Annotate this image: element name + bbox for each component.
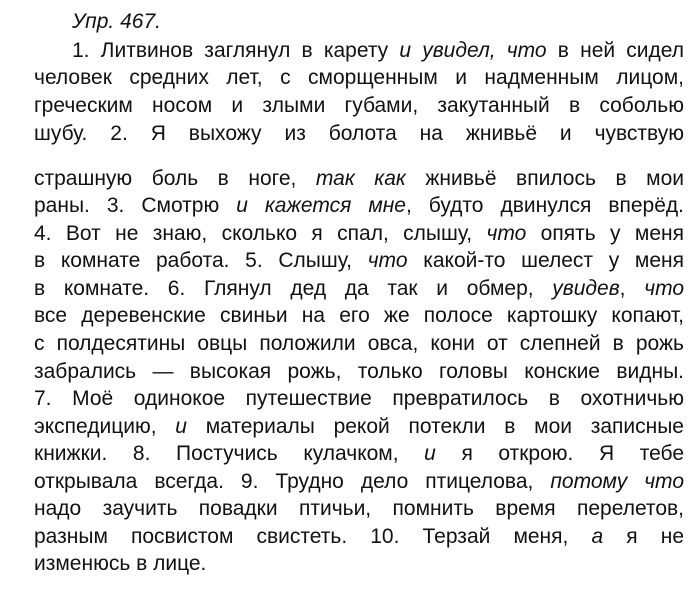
- text-line: [34, 330, 684, 358]
- text-segment: материалы рекой потекли в мои записные: [186, 415, 684, 438]
- text-segment: все деревенские свиньи на его же полосе картошку копают,: [34, 304, 684, 327]
- text-segment: греческим носом и злыми губами, закутанный в соболью: [34, 94, 684, 117]
- text-line: [34, 440, 684, 468]
- italic-text-segment: что: [644, 277, 685, 300]
- italic-text-segment: потому что: [550, 470, 684, 493]
- text-line: [34, 220, 684, 248]
- text-line: [34, 64, 684, 92]
- italic-text-segment: а: [591, 525, 604, 548]
- text-segment: в комнате. 6. Глянул дед да так и обмер,: [34, 277, 553, 300]
- text-segment: я открою. Я тебе: [435, 442, 685, 465]
- text-segment: изменюсь в лице.: [34, 552, 207, 575]
- text-line: [34, 550, 684, 578]
- text-line: [34, 302, 684, 330]
- italic-text-segment: что: [367, 249, 408, 272]
- text-line: [34, 468, 684, 496]
- text-segment: в комнате работа. 5. Слышу,: [34, 249, 368, 272]
- text-segment: 1. Литвинов заглянул в карету: [72, 39, 400, 62]
- text-line: [34, 413, 684, 441]
- text-segment: какой-то шелест у меня: [407, 249, 684, 272]
- exercise-title: Упр. 467.: [72, 10, 161, 33]
- text-segment: 4. Вот не знаю, сколько я спал, слышу,: [34, 222, 487, 245]
- text-line: [34, 523, 684, 551]
- italic-text-segment: и увидел, что: [399, 39, 547, 62]
- text-segment: разным посвистом свистеть. 10. Терзай меня,: [34, 525, 592, 548]
- text-line: [34, 120, 684, 148]
- text-line: [34, 358, 684, 386]
- italic-text-segment: и: [424, 442, 436, 465]
- italic-text-segment: так как: [315, 167, 406, 190]
- text-segment: раны. 3. Смотрю: [34, 194, 237, 217]
- text-segment: забрались — высокая рожь, только головы конские видны.: [34, 360, 684, 383]
- text-segment: опять у меня: [526, 222, 684, 245]
- text-segment: с полдесятины овцы положили овса, кони от слепней в рожь: [34, 332, 684, 355]
- text-segment: книжки. 8. Постучись кулачком,: [34, 442, 425, 465]
- italic-text-segment: и кажется мне: [236, 194, 406, 217]
- italic-text-segment: что: [486, 222, 527, 245]
- text-segment: в ней сидел: [546, 39, 685, 62]
- text-segment: я не: [603, 525, 684, 548]
- text-line: [34, 275, 684, 303]
- text-line: [34, 92, 684, 120]
- text-line: [72, 37, 684, 65]
- text-segment: , будто двинулся вперёд.: [405, 194, 684, 217]
- text-segment: страшную боль в ноге,: [34, 167, 316, 190]
- text-line: [34, 385, 684, 413]
- italic-text-segment: и: [175, 415, 187, 438]
- text-segment: шубу. 2. Я выхожу из болота на жнивьё и чувствую: [34, 122, 684, 145]
- text-segment: надо заучить повадки птичьи, помнить время перелетов,: [34, 497, 684, 520]
- text-line: [34, 495, 684, 523]
- text-line: [34, 192, 684, 220]
- text-segment: 7. Моё одинокое путешествие превратилось в охотничью: [34, 387, 684, 410]
- text-line: [34, 247, 684, 275]
- italic-text-segment: увидев: [552, 277, 620, 300]
- text-line: [34, 165, 684, 193]
- text-segment: жнивьё впилось в мои: [405, 167, 684, 190]
- text-segment: экспедицию,: [34, 415, 176, 438]
- text-segment: открывала всегда. 9. Трудно дело птицелова,: [34, 470, 551, 493]
- text-segment: человек средних лет, с сморщенным и надменным лицом,: [34, 66, 684, 89]
- text-segment: ,: [619, 277, 645, 300]
